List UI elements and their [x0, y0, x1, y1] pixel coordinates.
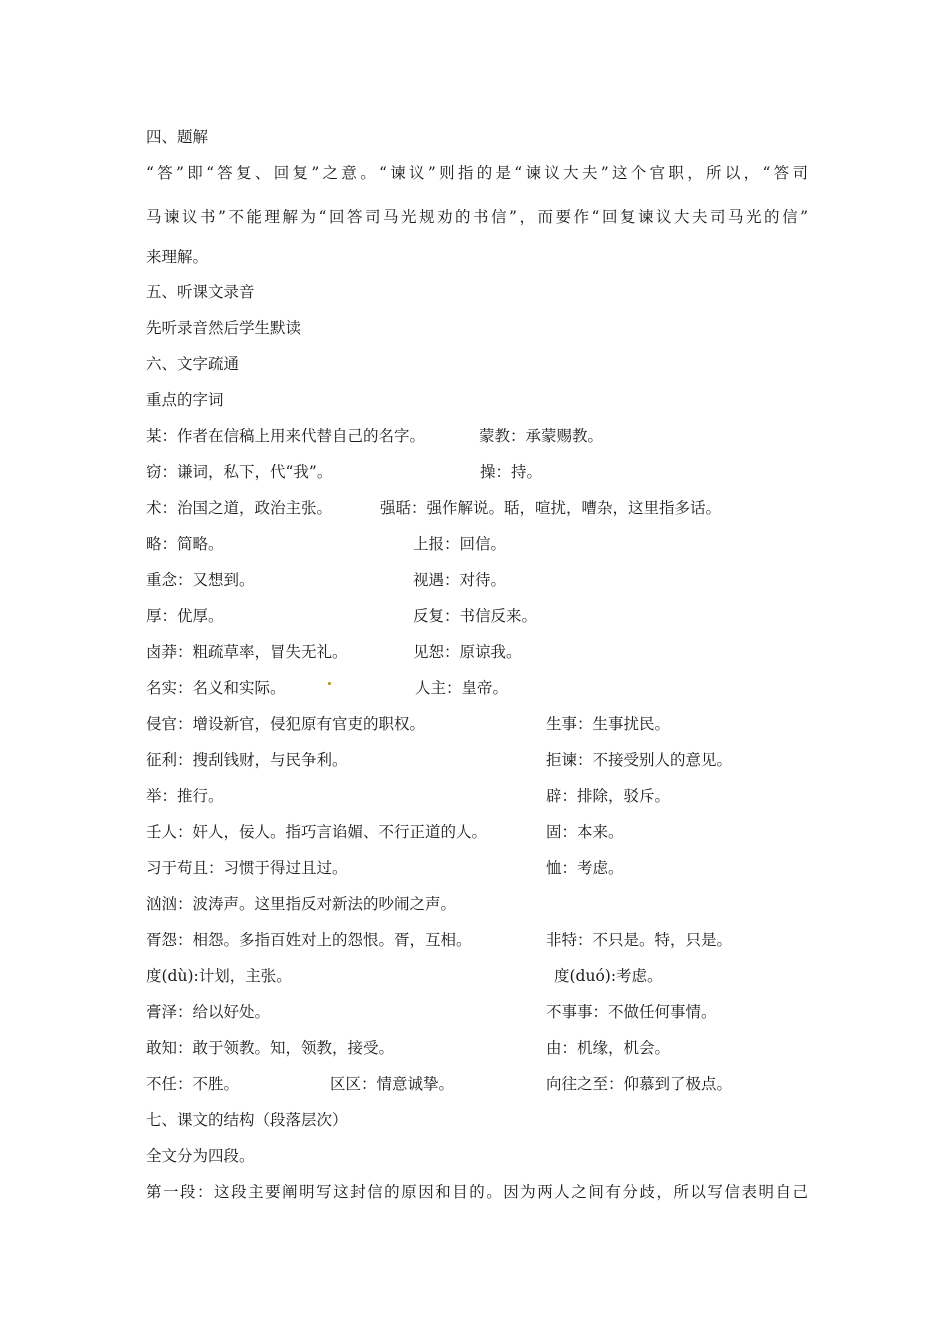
- section-4-paragraph-line-2: 马谏议书”不能理解为“回答司马光规劝的书信”，而要作“回复谏议大夫司马光的信”: [146, 208, 808, 226]
- vocab-term: 不事事：不做任何事情。: [546, 1003, 717, 1021]
- vocab-term: 反复：书信反来。: [413, 607, 538, 625]
- vocab-term: 侵官：增设新官，侵犯原有官吏的职权。: [146, 715, 426, 733]
- vocab-term: 由：机缘，机会。: [546, 1039, 671, 1057]
- vocab-term: 举：推行。: [146, 787, 224, 805]
- section-6-subtitle: 重点的字词: [146, 391, 224, 409]
- section-5-paragraph: 先听录音然后学生默读: [146, 319, 302, 337]
- vocab-term: 征利：搜刮钱财，与民争利。: [146, 751, 348, 769]
- section-4-title: 四、题解: [146, 128, 209, 146]
- vocab-term: 恤：考虑。: [546, 859, 624, 877]
- vocab-term: 上报：回信。: [413, 535, 507, 553]
- vocab-term: 见恕：原谅我。: [413, 643, 522, 661]
- vocab-term: 固：本来。: [546, 823, 624, 841]
- vocab-term: 名实：名义和实际。: [146, 679, 286, 697]
- section-4-paragraph-line-3: 来理解。: [146, 248, 209, 266]
- section-5-title: 五、听课文录音: [146, 283, 255, 301]
- vocab-term: 敢知：敢于领教。知，领教，接受。: [146, 1039, 395, 1057]
- vocab-term: 窃：谦词，私下，代“我”。: [146, 463, 333, 481]
- vocab-term: 习于苟且：习惯于得过且过。: [146, 859, 348, 877]
- vocab-term: 向往之至：仰慕到了极点。: [546, 1075, 733, 1093]
- vocab-term: 胥怨：相怨。多指百姓对上的怨恨。胥，互相。: [146, 931, 472, 949]
- vocab-term: 厚：优厚。: [146, 607, 224, 625]
- vocab-term: 略：简略。: [146, 535, 224, 553]
- vocab-term: 壬人：奸人，佞人。指巧言谄媚、不行正道的人。: [146, 823, 488, 841]
- vocab-term: 汹汹：波涛声。这里指反对新法的吵闹之声。: [146, 895, 457, 913]
- vocab-term: 卤莽：粗疏草率，冒失无礼。: [146, 643, 348, 661]
- vocab-term: 不任：不胜。: [146, 1075, 240, 1093]
- section-7-title: 七、课文的结构（段落层次）: [146, 1111, 348, 1129]
- vocab-term: 区区：情意诚挚。: [330, 1075, 455, 1093]
- vocab-term: 视遇：对待。: [413, 571, 507, 589]
- vocab-term: 生事：生事扰民。: [546, 715, 671, 733]
- vocab-term: 膏泽：给以好处。: [146, 1003, 271, 1021]
- section-6-title: 六、文字疏通: [146, 355, 240, 373]
- section-7-paragraph-2: 第一段：这段主要阐明写这封信的原因和目的。因为两人之间有分歧，所以写信表明自己: [146, 1183, 808, 1201]
- vocab-term: 拒谏：不接受别人的意见。: [546, 751, 733, 769]
- vocab-term: 人主：皇帝。: [415, 679, 509, 697]
- vocab-term: 蒙教：承蒙赐教。: [479, 427, 604, 445]
- vocab-term: 术：治国之道，政治主张。: [146, 499, 333, 517]
- vocab-term: 度(dù):计划，主张。: [146, 967, 292, 985]
- vocab-term: 非特：不只是。特，只是。: [546, 931, 733, 949]
- stray-mark: [328, 682, 331, 685]
- vocab-term: 度(duó):考虑。: [554, 967, 663, 985]
- vocab-term: 强聒：强作解说。聒，喧扰，嘈杂，这里指多话。: [380, 499, 722, 517]
- vocab-term: 操：持。: [480, 463, 543, 481]
- section-4-paragraph-line-1: “答”即“答复、回复”之意。“谏议”则指的是“谏议大夫”这个官职，所以，“答司: [146, 164, 808, 182]
- vocab-term: 重念：又想到。: [146, 571, 255, 589]
- vocab-term: 辟：排除，驳斥。: [546, 787, 671, 805]
- section-7-paragraph-1: 全文分为四段。: [146, 1147, 255, 1165]
- vocab-term: 某：作者在信稿上用来代替自己的名字。: [146, 427, 426, 445]
